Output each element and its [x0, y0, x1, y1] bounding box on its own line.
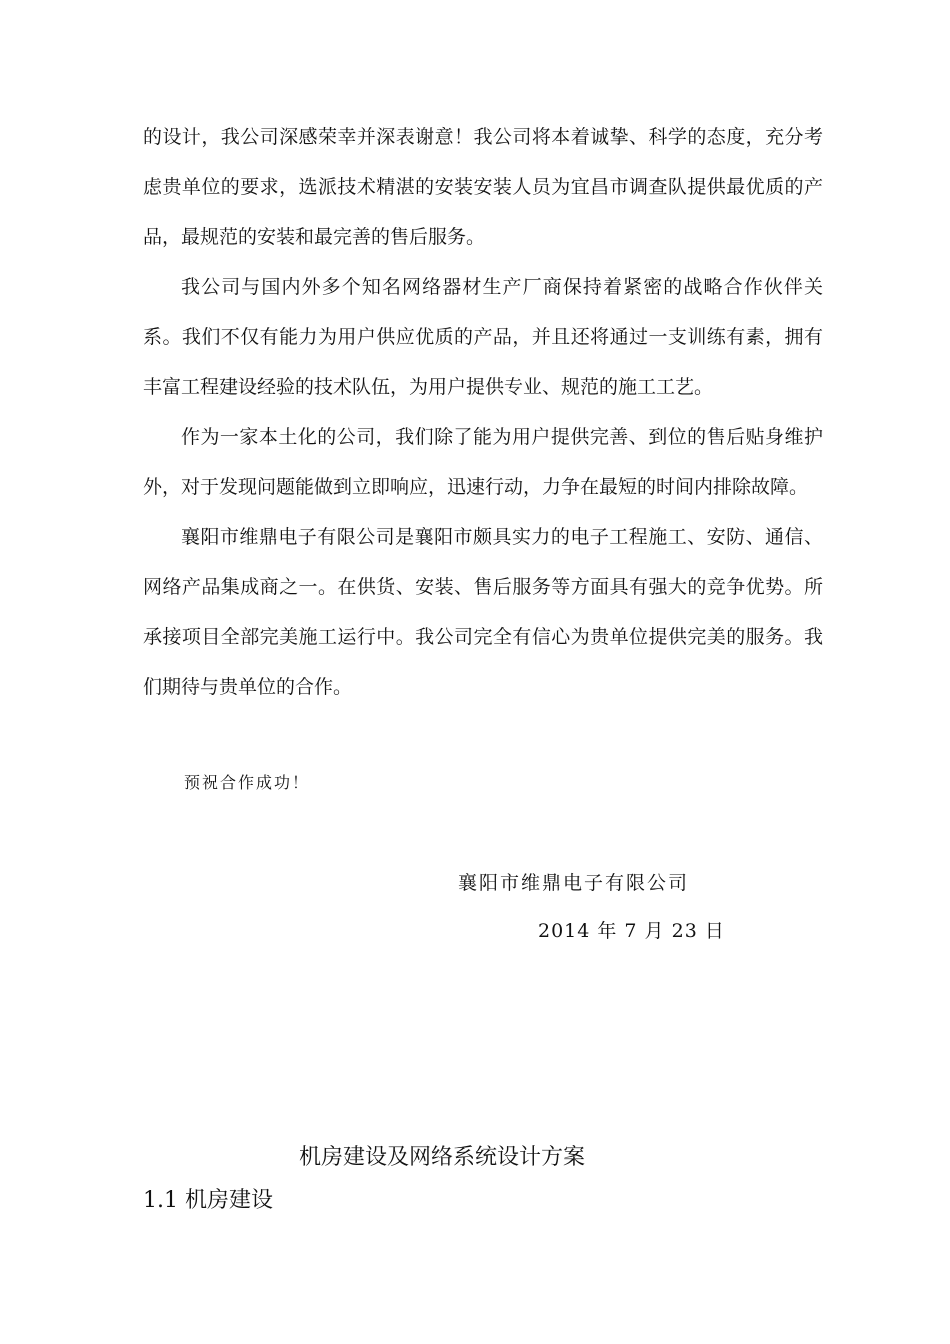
paragraph-1: 的设计，我公司深感荣幸并深表谢意！我公司将本着诚挚、科学的态度，充分考虑贵单位的要求，选派技术精湛的安装安装人员为宜昌市调查队提供最优质的产品，最规范的安装和最完善的售后服务。 [143, 126, 823, 248]
section-heading: 1.1 机房建设 [143, 1188, 273, 1213]
closing-wish: 预祝合作成功！ [184, 773, 311, 792]
paragraph-3: 作为一家本土化的公司，我们除了能为用户提供完善、到位的售后贴身维护外，对于发现问题能做到立即响应，迅速行动，力争在最短的时间内排除故障。 [143, 426, 823, 498]
document-title: 机房建设及网络系统设计方案 [299, 1145, 586, 1170]
signature-company: 襄阳市维鼎电子有限公司 [458, 872, 690, 894]
signature-date: 2014 年 7 月 23 日 [538, 920, 725, 942]
paragraph-2: 我公司与国内外多个知名网络器材生产厂商保持着紧密的战略合作伙伴关系。我们不仅有能力为用户供应优质的产品，并且还将通过一支训练有素，拥有丰富工程建设经验的技术队伍，为用户提供专业、规范的施工工艺。 [143, 276, 823, 398]
paragraph-4: 襄阳市维鼎电子有限公司是襄阳市颇具实力的电子工程施工、安防、通信、网络产品集成商之一。在供货、安装、售后服务等方面具有强大的竞争优势。所承接项目全部完美施工运行中。我公司完全有信心为贵单位提供完美的服务。我们期待与贵单位的合作。 [143, 526, 823, 698]
